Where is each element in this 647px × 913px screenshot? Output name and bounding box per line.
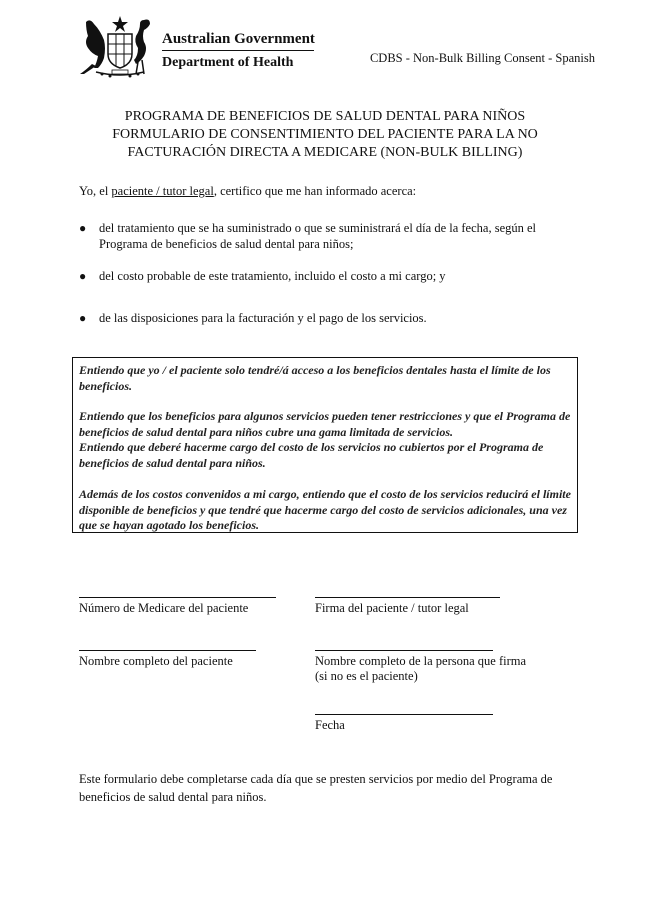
bullet-icon: ●: [79, 311, 87, 325]
form-title: [60, 108, 590, 162]
acknowledgement-paragraph: Además de los costos convenidos a mi cargo, entiendo que el costo de los servicios reducirá el límite disponible de beneficios y que tendré que hacerme cargo del costo de servicios adicionales, una vez que se hayan agotado los beneficios.: [79, 487, 571, 532]
branding-divider: [162, 50, 314, 51]
acknowledgement-paragraph: Entiendo que yo / el paciente solo tendré/á acceso a los beneficios dentales hasta el límite de los beneficios.: [79, 363, 551, 393]
list-item: [79, 220, 579, 252]
informed-about-list: [79, 220, 579, 326]
list-item: [79, 310, 579, 326]
intro-statement: [79, 184, 416, 199]
acknowledgement-box: [72, 357, 578, 533]
acknowledgement-paragraph: Entiendo que deberé hacerme cargo del costo de los servicios no cubiertos por el Programa de beneficios de salud dental para niños.: [79, 440, 544, 470]
medicare-number-label: Número de Medicare del paciente: [79, 601, 249, 615]
document-code: CDBS - Non-Bulk Billing Consent - Spanish: [369, 51, 595, 65]
bullet-icon: ●: [79, 221, 87, 235]
signature-label: Firma del paciente / tutor legal: [315, 601, 469, 615]
title-line-2: FORMULARIO DE CONSENTIMIENTO DEL PACIENTE PARA LA NO: [112, 127, 538, 142]
government-name: Australian Government: [162, 31, 315, 47]
title-line-3: FACTURACIÓN DIRECTA A MEDICARE (NON-BULK BILLING): [127, 145, 523, 160]
signer-name-label-line-2: (si no es el paciente): [315, 669, 418, 683]
acknowledgement-paragraph: Entiendo que los beneficios para algunos servicios pueden tener restricciones y que el Programa de beneficios de salud dental para niños cubre una gama limitada de servicios.: [79, 409, 571, 439]
signer-name-label: [315, 654, 526, 684]
list-item-text: del costo probable de este tratamiento, incluido el costo a mi cargo; y: [99, 269, 446, 283]
footer-note: Este formulario debe completarse cada día que se presten servicios por medio del Programa de beneficios de salud dental para niños.: [79, 772, 553, 804]
patient-name-label: Nombre completo del paciente: [79, 654, 233, 668]
list-item: [79, 268, 579, 284]
intro-underlined: paciente / tutor legal: [111, 184, 214, 198]
medicare-number-field[interactable]: [79, 597, 276, 598]
intro-prefix: Yo, el: [79, 184, 112, 198]
list-item-text: del tratamiento que se ha suministrado o que se suministrará el día de la fecha, según el Programa de beneficios de salud dental para niños;: [99, 221, 537, 251]
date-field[interactable]: [315, 714, 493, 715]
date-label: Fecha: [315, 718, 345, 732]
signer-name-label-line-1: Nombre completo de la persona que firma: [315, 654, 527, 668]
department-name: Department of Health: [162, 55, 294, 70]
intro-suffix: , certifico que me han informado acerca:: [213, 184, 417, 198]
bullet-icon: ●: [79, 269, 87, 283]
signature-field[interactable]: [315, 597, 500, 598]
list-item-text: de las disposiciones para la facturación y el pago de los servicios.: [99, 311, 427, 325]
title-line-1: PROGRAMA DE BENEFICIOS DE SALUD DENTAL PARA NIÑOS: [124, 109, 526, 124]
signer-name-field[interactable]: [315, 650, 493, 651]
coat-of-arms-icon: [78, 14, 158, 80]
government-branding: [162, 30, 314, 71]
patient-name-field[interactable]: [79, 650, 256, 651]
